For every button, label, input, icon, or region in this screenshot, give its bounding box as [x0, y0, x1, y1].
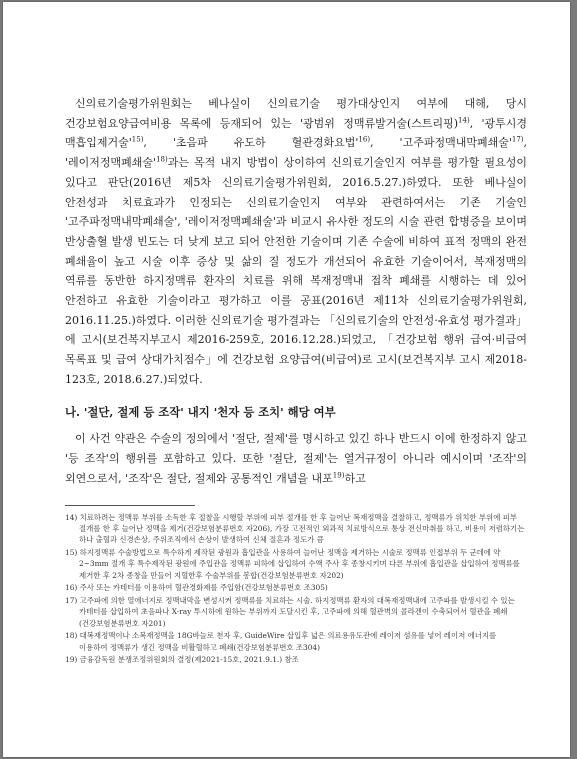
- footnote-text: 하지정맥류 수술방법으로 특수하게 제작된 광원과 흡입관을 사용하여 늘어난 정맥을 제거하는 시술로 정맥류 인접부위 두 군데에 약 2~3mm 절개 후 특수제작된 광원에 주입관을 정맥류 피하에 삽입하여 수액 주사 후 종창시키며 다른 부위에 흡입관을 삽입하여 정맥류를 제거한 후 2차 종창을 만들어 지혈한후 수술부위를 봉합(건강보험분류번호 자202): [79, 547, 520, 580]
- footnote-number: 14): [65, 512, 78, 522]
- document-page: [3, 2, 570, 757]
- footnote-ref-14[interactable]: 14): [458, 116, 470, 125]
- footnote-17: [65, 595, 527, 629]
- footnote-number: 15): [65, 547, 78, 557]
- text-run: , '고주파정맥내막폐쇄술': [370, 136, 512, 150]
- footnote-19: [65, 654, 527, 665]
- footnote-number: 17): [65, 595, 78, 605]
- page-content: [65, 94, 527, 667]
- footnote-ref-18[interactable]: 18): [156, 155, 168, 164]
- footnote-number: 19): [65, 655, 78, 665]
- footnote-ref-15[interactable]: 15): [131, 135, 144, 144]
- footnote-15: [65, 547, 527, 581]
- footnote-ref-17[interactable]: 17): [511, 135, 524, 144]
- text-run: , '초음파 유도하 혈관경화요법': [143, 136, 359, 150]
- footnote-18: [65, 630, 527, 653]
- text-run: 과는 목적 내지 방법이 상이하여 신의료기술인지 여부를 평가할 필요성이 있다고 판단(2016년 제5차 신의료기술평가위원회, 2016.5.27.)하였다. 또한 베나실이 안전성과 치료효과가 인정되는 신의료기술인지 여부와 관련하여서는 기존 기술인 '고주파정맥내막폐쇄술', '레이저정맥폐쇄술'과 비교시 유사한 정도의 시술 관련 합병증을 보이며 반상출혈 발생 빈도는 더 낮게 보고 되어 안전한 기술이며 기존 수술에 비하여 표적 정맥의 완전 폐쇄율이 높고 시술 이후 증상 및 삶의 질 정도가 개선되어 유효한 기술이어서, 복재정맥의 역류를 동반한 하지정맥류 환자의 치료를 위해 복재정맥내 접착 폐쇄를 시행하는 데 있어 안전하고 유효한 기술이라고 평가하고 이를 공표(2016년 제11차 신의료기술평가위원회, 2016.11.25.)하였다. 이러한 신의료기술 평가결과는 「신의료기술의 안전성·유효성 평가결과」에 고시(보건복지부고시 제2016-259호, 2016.12.28.)되었고, 「건강보험 행위 급여·비급여 목록표 및 급여 상대가치점수」에 건강보험 요양급여(비급여)로 고시(보건복지부 고시 제2018-123호, 2018.6.27.)되었다.: [65, 156, 527, 386]
- footnote-ref-16[interactable]: 16): [358, 135, 371, 144]
- footnote-text: 치료하려는 정맥류 부위를 소독한 후 절찰을 시행할 부위에 피부 절개를 한 후 늘어난 복재정맥을 결찰하고, 정맥류가 위치한 부위에 피부 절개를 한 후 늘어난 정맥을 제거(건강보험분류번호 자206), 가장 고전적인 외과적 치료방식으로 통상 전신마취를 하고, 비용이 저렴하기는 하나 출혈과 신경손상, 주위조직에서 손상이 발생하여 신체 절흔과 정도가 큼: [79, 512, 525, 545]
- section-heading: 나. '절단, 절제 등 조작' 내지 '천자 등 조치' 해당 여부: [65, 404, 336, 419]
- footnote-text: 대복재정맥이나 소복재정맥을 18G바늘로 천자 후, GuideWire 삽입후 넓은 의료용유도관에 레이저 섬유를 넣어 레이저 에너지를 이용하여 정맥류가 생긴 정맥을 비활혈하고 폐쇄(건강보험분류번호 조304): [79, 631, 497, 652]
- footnote-number: 16): [65, 583, 78, 593]
- footnote-14: [65, 512, 527, 546]
- body-paragraph-2: [65, 429, 527, 489]
- text-run: , '레이저정맥폐쇄술': [65, 136, 527, 170]
- footnote-text: 금융감독원 분쟁조정위원회의 결정(제2021-15호, 2021.9.1.) 참조: [79, 655, 299, 665]
- text-run: 하고: [344, 471, 366, 485]
- text-run: 이 사건 약관은 수술의 정의에서 '절단, 절제'를 명시하고 있긴 하나 반드시 이에 한정하지 않고 '등 조작'의 행위를 포함하고 있다. 또한 '절단, 절제'는 열거규정이 아니라 예시이며 '조작'의 외연으로서, '조작'은 절단, 절제와 공통적인 개념을 내포: [65, 431, 527, 485]
- text-run: 신의료기술평가위원회는 베나실이 신의료기술 평가대상인지 여부에 대해, 당시 건강보험요양급여비용 목록에 등재되어 있는 '광범위 정맥류발거술(스트리핑): [65, 97, 527, 130]
- body-paragraph-1: [65, 94, 527, 390]
- footnote-16: [65, 582, 527, 593]
- footnote-divider: [65, 505, 195, 506]
- text-run: , '광투시경 맥흡입제거술': [65, 116, 527, 150]
- footnote-ref-19[interactable]: 19): [332, 470, 345, 479]
- footnotes: [65, 512, 527, 666]
- footnote-text: 주사 또는 카테터를 이용하여 혈관경화제를 주입함(건강보험분류번호 조305): [79, 583, 328, 593]
- footnote-text: 고주파에 의한 열에너지로 정맥내막을 변성시켜 정맥류를 치료하는 시술. 하지정맥류 환자의 대복재정맥내에 고주파를 발생시킬 수 있는 카테터를 삽입하여 초음파나 X-ray 투시하에 원하는 부위까지 도달시킨 후, 고주파에 의해 혈관벽의 콜라겐이 수축되어서 혈관을 폐쇄(건강보험분류번호 자201): [79, 595, 515, 628]
- footnote-number: 18): [65, 631, 78, 641]
